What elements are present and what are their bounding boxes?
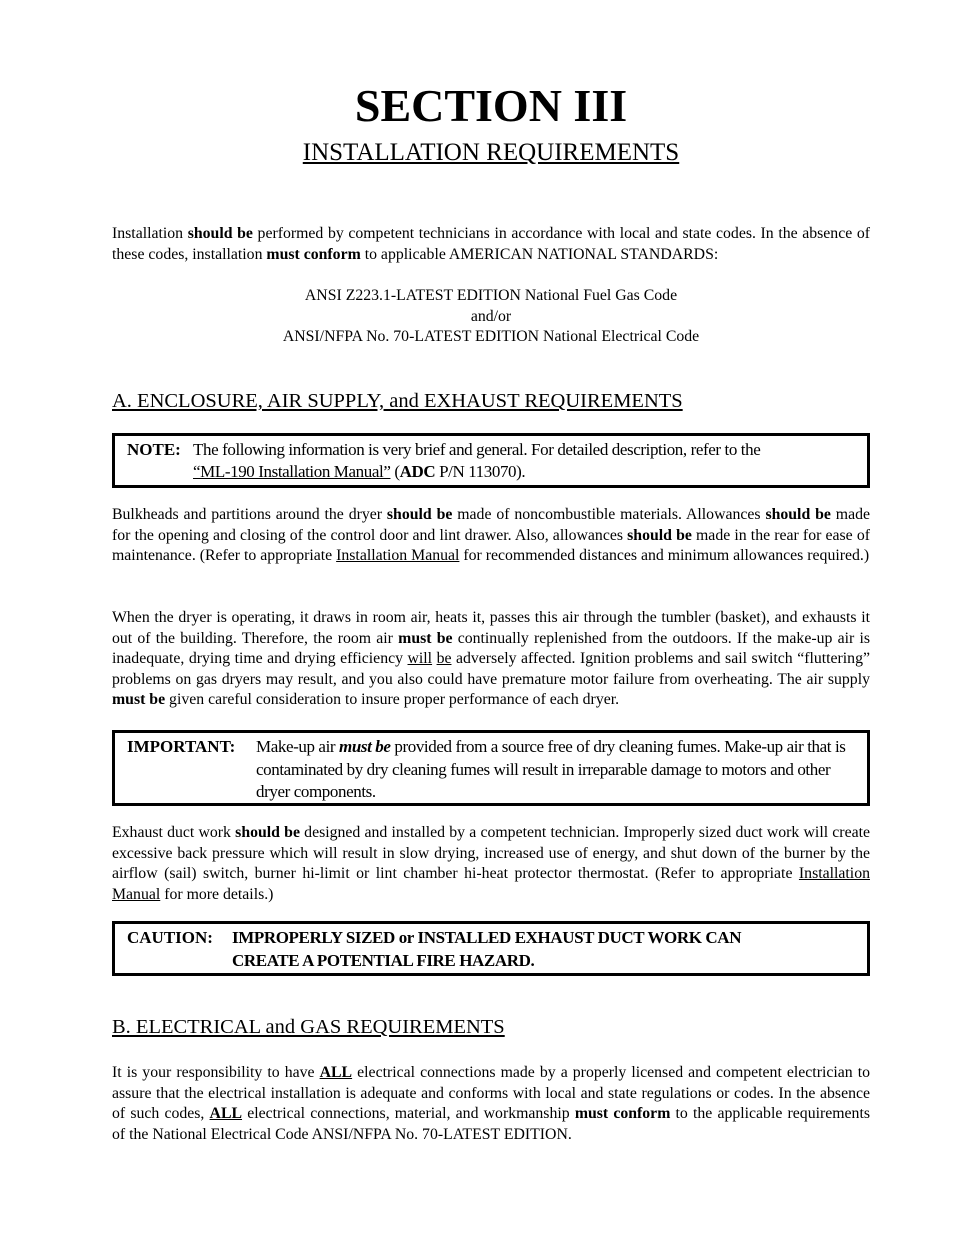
air-supply-paragraph: When the dryer is operating, it draws in room air, heats it, passes this air through the tumbler (basket), and exhausts it out of the building. Therefore, the room air must be continually replenished from the outdoors. If the make-up air is inadequate, drying time and drying efficiency will be adversely affected. Ignition problems and sail switch “fluttering” problems on gas dryers may result, and you also could have premature motor failure from overheating. The air supply must be given careful consideration to insure proper performance of each dryer. bbox=[112, 609, 871, 708]
intro-paragraph: Installation should be performed by competent technicians in accordance with local and state codes. In the absence of these codes, installation must conform to applicable AMERICAN NATIONAL STANDARDS: bbox=[112, 225, 871, 263]
important-text: Make-up air must be provided from a source free of dry cleaning fumes. Make-up air that is contaminated by dry cleaning fumes will result in irreparable damage to motors and other dryer components. bbox=[256, 737, 846, 801]
note-text: The following information is very brief and general. For detailed description, refer to the “ML-190 Installation Manual” (ADC P/N 113070). bbox=[193, 440, 761, 481]
important-label: IMPORTANT: bbox=[127, 737, 236, 756]
page-subtitle: INSTALLATION REQUIREMENTS bbox=[302, 139, 680, 166]
note-label: NOTE: bbox=[127, 440, 181, 459]
important-box bbox=[112, 730, 870, 806]
exhaust-paragraph: Exhaust duct work should be designed and installed by a competent technician. Improperly sized duct work will create excessive back pressure which will result in slow drying, increased use of energy, and shut down of the burner by the airflow (sail) switch, burner hi-limit or lint chamber hi-heat protector thermostat. (Refer to appropriate Installation Manual for more details.) bbox=[112, 824, 870, 903]
caution-text: IMPROPERLY SIZED or INSTALLED EXHAUST DUCT WORK CAN CREATE A POTENTIAL FIRE HAZARD. bbox=[232, 928, 742, 970]
standard-line-2: and/or bbox=[470, 308, 512, 325]
caution-label: CAUTION: bbox=[127, 928, 213, 947]
standard-line-1: ANSI Z223.1-LATEST EDITION National Fuel Gas Code bbox=[304, 287, 678, 304]
note-box bbox=[112, 433, 870, 488]
enclosure-paragraph: Bulkheads and partitions around the dryer should be made of noncombustible materials. Allowances should be made for the opening and closing of the control door and lint drawer. Also, allowances should be made in the rear for ease of maintenance. (Refer to appropriate Installation Manual for recommended distances and minimum allowances required.) bbox=[112, 506, 870, 564]
electrical-paragraph: It is your responsibility to have ALL electrical connections made by a properly licensed and competent electrician to assure that the electrical installation is adequate and conforms with local and state regulations or codes. In the absence of such codes, ALL electrical connections, material, and workmanship must conform to the applicable requirements of the National Electrical Code ANSI/NFPA No. 70-LATEST EDITION. bbox=[112, 1064, 871, 1143]
ml190-manual-reference: “ML-190 Installation Manual” bbox=[193, 462, 391, 481]
section-b-heading: B. ELECTRICAL and GAS REQUIREMENTS bbox=[112, 1016, 505, 1038]
standard-line-3: ANSI/NFPA No. 70-LATEST EDITION National Electrical Code bbox=[282, 328, 700, 345]
page-title: SECTION III bbox=[354, 80, 628, 131]
section-a-heading: A. ENCLOSURE, AIR SUPPLY, and EXHAUST REQUIREMENTS bbox=[112, 390, 683, 412]
caution-box bbox=[112, 921, 870, 976]
